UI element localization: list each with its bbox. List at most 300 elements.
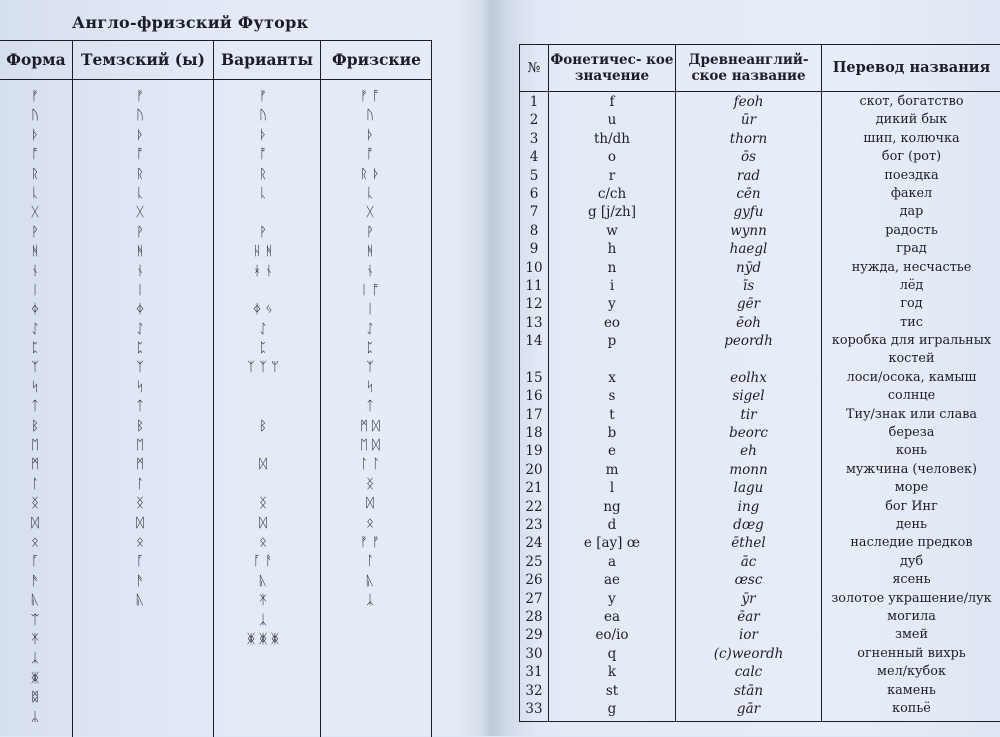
rune-glyph: ᛏ	[366, 399, 374, 415]
oe-name: dœg	[733, 517, 764, 533]
rune-glyph: ᚠ	[31, 89, 39, 104]
table-row	[520, 553, 1000, 571]
oe-name: eolhx	[730, 369, 767, 386]
rune-glyph	[340, 611, 400, 630]
header-oe-name: Древнеанглий- ское название	[688, 52, 809, 84]
rune-glyph: ᛟ	[136, 534, 144, 550]
rune-glyph: ᛉ	[136, 360, 144, 376]
rune-glyph	[228, 475, 298, 494]
oe-name: āc	[740, 553, 757, 570]
row-number: 20	[525, 461, 543, 478]
rune-glyph: ᚣ	[366, 573, 374, 589]
oe-name: īs	[742, 277, 755, 294]
rune-glyph: ᚢ	[136, 108, 144, 124]
table-row	[520, 148, 1000, 166]
rune-glyph	[340, 630, 400, 649]
rune-glyph: ᚣ	[31, 593, 39, 609]
row-number: 33	[525, 700, 543, 717]
table-row	[520, 645, 1000, 663]
oe-name: peordh	[724, 333, 773, 350]
translation: факел	[890, 185, 933, 201]
oe-name: feoh	[733, 94, 764, 110]
rune-glyph: ᚻ	[366, 244, 374, 260]
translation: коробка для игральных костей	[831, 333, 992, 367]
translation: дуб	[899, 553, 924, 569]
rune-glyph: ᛖ ᛞ	[360, 438, 380, 454]
futhorc-forms-header	[0, 41, 432, 80]
rune-glyph: ᛞ	[259, 457, 267, 473]
rune-glyph: ᚱ	[136, 166, 144, 182]
phonetic-value: y	[608, 590, 616, 607]
row-number: 21	[525, 480, 543, 497]
header-forma: Форма	[6, 50, 66, 69]
thames-column	[120, 87, 160, 727]
translation: наследие предков	[850, 535, 973, 551]
table-row	[520, 682, 1000, 700]
translation: ясень	[892, 572, 931, 588]
phonetic-value: e [ay] œ	[583, 535, 641, 552]
rune-glyph	[120, 688, 160, 707]
rune-glyph	[120, 630, 160, 649]
phonetic-value: g [j/zh]	[587, 204, 636, 221]
phonetic-value: o	[607, 149, 617, 166]
rune-glyph: ᚦ	[31, 127, 39, 143]
rune-glyph: ᛋ	[366, 379, 374, 395]
oe-name: wynn	[730, 222, 767, 239]
rune-glyph: ᛤ ᛤ ᛤ	[247, 631, 279, 647]
rune-glyph: ᛟ	[259, 534, 267, 550]
rune-glyph	[340, 669, 400, 688]
rune-glyph: ᚳ	[366, 185, 374, 201]
column-divider	[320, 41, 321, 737]
header-phonetic: Фонетичес- кое значение	[550, 52, 674, 84]
rune-glyph	[228, 203, 298, 222]
rune-glyph	[340, 649, 400, 668]
rune-glyph: ᛇ	[366, 321, 374, 337]
rune-glyph: ᛞ	[366, 496, 374, 512]
table-row	[520, 259, 1000, 277]
phonetic-value: w	[606, 222, 618, 239]
translation: дар	[899, 204, 924, 220]
table-row	[520, 332, 1000, 369]
rune-glyph	[120, 649, 160, 668]
rune-glyph: ᚠ	[259, 89, 267, 104]
rune-glyph: ᛥ	[31, 690, 39, 706]
row-number: 2	[529, 112, 539, 129]
translation: конь	[895, 443, 928, 459]
variants-column	[228, 87, 298, 727]
rune-glyph: ᛁ ᚩ	[360, 282, 380, 298]
rune-glyph: ᚻ	[31, 244, 39, 260]
phonetic-value: y	[608, 296, 616, 313]
rune-glyph: ᛝ	[31, 496, 39, 512]
rune-glyph: ᛚ	[136, 476, 144, 492]
oe-name: ēoh	[736, 314, 761, 331]
table-row	[520, 442, 1000, 460]
rune-glyph: ᛄ	[136, 302, 144, 318]
table-row	[520, 700, 1000, 718]
oe-name: stān	[733, 682, 764, 699]
table-row	[520, 111, 1000, 129]
table-row	[520, 167, 1000, 185]
rune-glyph: ᛉ ᛉ ᛘ	[247, 360, 279, 376]
row-number: 14	[525, 333, 543, 350]
row-number: 30	[525, 645, 543, 662]
rune-glyph: ᚳ	[31, 185, 39, 201]
forma-column	[20, 87, 50, 727]
table-row	[520, 608, 1000, 626]
phonetic-value: n	[607, 259, 617, 276]
oe-name: eh	[740, 443, 757, 460]
rune-glyph: ᛤ	[31, 670, 39, 686]
rune-glyph	[120, 611, 160, 630]
phonetic-value: s	[608, 388, 616, 405]
oe-name: ūr	[740, 112, 757, 129]
phonetic-value: x	[608, 369, 616, 386]
rune-glyph: ᛉ	[31, 360, 39, 376]
oe-name: haegl	[729, 241, 768, 258]
translation: могила	[887, 608, 936, 624]
row-number: 16	[525, 388, 543, 405]
rune-glyph	[228, 397, 298, 416]
phonetic-value: c/ch	[597, 185, 627, 202]
phonetic-value: eo/io	[595, 627, 629, 644]
rune-glyph: ᛒ	[259, 418, 267, 434]
rune-glyph: ᚷ	[31, 205, 39, 221]
column-divider	[72, 41, 73, 737]
translation: мужчина (человек)	[845, 461, 978, 477]
rune-glyph: ᛣ	[259, 612, 267, 628]
row-number: 5	[529, 167, 539, 184]
rune-glyph: ᛟ	[31, 534, 39, 550]
table-row	[520, 498, 1000, 516]
phonetic-value: h	[607, 241, 617, 258]
rune-glyph: ᚱ	[31, 166, 39, 182]
row-number: 28	[525, 608, 543, 625]
phonetic-value: i	[609, 277, 615, 294]
phonetic-value: a	[607, 553, 617, 570]
rune-glyph: ᚹ	[366, 224, 374, 240]
rune-glyph	[228, 708, 298, 727]
rune-glyph	[228, 669, 298, 688]
oe-name: gār	[736, 700, 761, 717]
translation: лёд	[899, 277, 924, 293]
table-row	[520, 185, 1000, 203]
rune-glyph: ᛈ	[259, 341, 267, 357]
translation: лоси/осока, камыш	[846, 369, 977, 385]
phonetic-value: e	[608, 443, 616, 460]
header-thames: Темзский (ы)	[81, 50, 205, 69]
table-row	[520, 534, 1000, 552]
row-number: 17	[525, 406, 543, 423]
futhorc-forms-table	[0, 40, 432, 737]
table-row	[520, 295, 1000, 313]
phonetic-value: ea	[603, 608, 621, 625]
rune-names-table	[519, 44, 1000, 722]
rune-glyph	[228, 688, 298, 707]
table-row	[520, 479, 1000, 497]
phonetic-value: t	[609, 406, 615, 423]
rune-glyph: ᛞ	[31, 515, 39, 531]
rune-glyph: ᛉ	[366, 360, 374, 376]
rune-glyph	[340, 708, 400, 727]
rune-glyph: ᛗ	[136, 457, 144, 473]
rune-glyph: ᚣ	[259, 573, 267, 589]
row-number: 19	[525, 443, 543, 460]
rune-glyph: ᛚ	[366, 554, 374, 570]
rune-glyph: ᛈ	[31, 341, 39, 357]
rune-glyph: ᛞ	[136, 515, 144, 531]
table-row	[520, 424, 1000, 442]
row-number: 1	[529, 94, 539, 110]
table-row	[520, 369, 1000, 387]
table-row	[520, 461, 1000, 479]
rune-glyph: ᛁ	[366, 302, 374, 318]
translation: дикий бык	[875, 112, 948, 128]
phonetic-value: u	[607, 112, 617, 129]
rune-glyph: ᛏ	[136, 399, 144, 415]
rune-glyph: ᚩ	[259, 147, 267, 163]
phonetic-value: ng	[603, 498, 621, 515]
row-number: 29	[525, 627, 543, 644]
rune-glyph: ᚢ	[259, 108, 267, 124]
rune-glyph: ᛈ	[366, 341, 374, 357]
rune-glyph: ᛚ	[31, 476, 39, 492]
rune-glyph	[228, 378, 298, 397]
oe-name: ōs	[740, 149, 757, 166]
rune-glyph: ᛒ	[31, 418, 39, 434]
translation: радость	[885, 222, 938, 238]
rune-glyph: ᛋ	[31, 379, 39, 395]
rune-glyph: ᚱ	[259, 166, 267, 182]
rune-glyph: ᛇ	[31, 321, 39, 337]
rune-names-header	[520, 45, 1000, 92]
row-number: 27	[525, 590, 543, 607]
table-row	[520, 571, 1000, 589]
rune-glyph: ᛈ	[136, 341, 144, 357]
oe-name: calc	[734, 664, 763, 681]
row-number: 25	[525, 553, 543, 570]
translation: змей	[894, 627, 929, 643]
row-number: 31	[525, 664, 543, 681]
rune-glyph: ᚪ	[31, 554, 39, 570]
rune-glyph: ᚦ	[136, 127, 144, 143]
row-number: 12	[525, 296, 543, 313]
table-row	[520, 203, 1000, 221]
phonetic-value: eo	[603, 314, 621, 331]
row-number: 9	[529, 241, 539, 258]
table-row	[520, 240, 1000, 258]
rune-glyph: ᛄ ᛃ	[253, 302, 273, 318]
row-number: 3	[529, 130, 539, 147]
table-row	[520, 93, 1000, 111]
rune-glyph: ᚷ	[136, 205, 144, 221]
rune-glyph: ᛝ	[259, 496, 267, 512]
rune-glyph: ᚢ	[31, 108, 39, 124]
table-row	[520, 590, 1000, 608]
rune-glyph	[120, 669, 160, 688]
rune-glyph: ᚦ	[259, 127, 267, 143]
row-number: 4	[529, 149, 539, 166]
rune-glyph: ᚾ	[366, 263, 374, 279]
table-row	[520, 516, 1000, 534]
rune-glyph: ᚾ	[136, 263, 144, 279]
rune-glyph: ᛒ	[136, 418, 144, 434]
phonetic-value: ae	[603, 572, 621, 589]
rune-glyph: ᛖ	[136, 438, 144, 454]
table-row	[520, 387, 1000, 405]
rune-glyph: ᚫ	[31, 573, 39, 589]
translation: солнце	[887, 388, 936, 404]
phonetic-value: st	[605, 682, 619, 699]
row-number: 22	[525, 498, 543, 515]
left-page-title: Англо-фризский Футорк	[72, 13, 309, 32]
rune-glyph	[228, 436, 298, 455]
rune-glyph	[228, 281, 298, 300]
translation: мел/кубок	[877, 664, 946, 680]
rune-glyph: ᚺ ᚻ	[253, 244, 273, 260]
row-number: 7	[529, 204, 539, 221]
rune-glyph: ᛇ	[259, 321, 267, 337]
table-row	[520, 130, 1000, 148]
column-divider	[213, 41, 214, 737]
oe-name: (c)weordh	[713, 645, 784, 662]
oe-name: ing	[737, 498, 760, 515]
rune-glyph: ᚹ	[259, 224, 267, 240]
rune-glyph: ᛁ	[136, 282, 144, 298]
phonetic-value: g	[607, 700, 617, 717]
rune-glyph: ᛣ	[366, 593, 374, 609]
rune-glyph: ᛞ	[259, 515, 267, 531]
row-number: 18	[525, 425, 543, 442]
rune-glyph: ᚾ	[31, 263, 39, 279]
rune-glyph: ᛗ	[31, 457, 39, 473]
phonetic-value: m	[605, 461, 619, 478]
table-row	[520, 222, 1000, 240]
phonetic-value: l	[609, 480, 615, 497]
table-row	[520, 277, 1000, 295]
rune-glyph: ᛖ	[31, 438, 39, 454]
rune-glyph: ᛦ	[31, 709, 39, 725]
table-row	[520, 626, 1000, 644]
rune-glyph: ᚠ ᚠ	[360, 534, 380, 550]
rune-glyph: ᛝ	[366, 476, 374, 492]
book-fold	[480, 0, 504, 736]
rune-glyph: ᛚ ᛚ	[360, 457, 380, 473]
phonetic-value: p	[607, 333, 617, 350]
rune-glyph	[228, 649, 298, 668]
translation: поездка	[884, 167, 939, 183]
rune-glyph: ᛗ ᛞ	[360, 418, 380, 434]
table-row	[520, 406, 1000, 424]
phonetic-value: k	[607, 664, 617, 681]
header-frisian: Фризские	[332, 50, 421, 69]
translation: год	[900, 296, 923, 312]
rune-glyph: ᚠ ᚩ	[360, 89, 380, 104]
rune-glyph: ᛋ	[136, 379, 144, 395]
translation: град	[896, 241, 927, 257]
row-number: 11	[525, 277, 543, 294]
oe-name: sigel	[732, 388, 765, 405]
header-number: №	[527, 60, 541, 76]
rune-glyph: ᛇ	[136, 321, 144, 337]
rune-glyph: ᛡ	[31, 631, 39, 647]
phonetic-value: d	[607, 517, 617, 533]
rune-glyph: ᛣ	[31, 651, 39, 667]
translation: бог (рот)	[881, 149, 942, 165]
row-number: 6	[529, 185, 539, 202]
translation: скот, богатство	[859, 94, 964, 109]
row-number: 23	[525, 517, 543, 533]
oe-name: beorc	[729, 425, 768, 442]
oe-name: tir	[740, 406, 757, 423]
table-row	[520, 663, 1000, 681]
row-number: 15	[525, 369, 543, 386]
oe-name: thorn	[729, 130, 768, 147]
rune-glyph: ᚩ	[31, 147, 39, 163]
rune-glyph: ᚪ ᚨ	[253, 554, 273, 570]
frisian-column	[340, 87, 400, 727]
translation: огненный вихрь	[857, 645, 966, 661]
translation: золотое украшение/лук	[831, 590, 992, 606]
oe-name: ēthel	[731, 535, 766, 552]
rune-glyph: ᚼ ᚾ	[253, 263, 273, 279]
rune-glyph: ᚠ	[136, 89, 144, 104]
rune-glyph: ᚩ	[136, 147, 144, 163]
oe-name: ior	[739, 627, 758, 644]
oe-name: ēar	[737, 608, 760, 625]
phonetic-value: r	[608, 167, 616, 184]
oe-name: œsc	[734, 572, 763, 589]
rune-glyph	[340, 688, 400, 707]
oe-name: ȳr	[741, 590, 756, 607]
rune-glyph: ᚣ	[136, 593, 144, 609]
phonetic-value: th/dh	[593, 130, 630, 147]
translation: тис	[900, 314, 923, 330]
translation: береза	[888, 425, 935, 441]
row-number: 10	[525, 259, 543, 276]
translation: бог Инг	[885, 498, 938, 514]
phonetic-value: q	[607, 645, 617, 662]
oe-name: rad	[736, 167, 761, 184]
rune-glyph: ᚻ	[136, 244, 144, 260]
rune-rows	[520, 93, 1000, 718]
translation: камень	[887, 682, 936, 698]
rune-glyph: ᛁ	[31, 282, 39, 298]
rune-glyph: ᚹ	[31, 224, 39, 240]
rune-glyph: ᛏ	[31, 399, 39, 415]
row-number: 26	[525, 572, 543, 589]
translation: нужда, несчастье	[851, 259, 972, 275]
header-variants: Варианты	[220, 50, 313, 69]
rune-glyph: ᚫ	[136, 573, 144, 589]
row-number: 24	[525, 535, 543, 552]
rune-glyph: ᚩ	[366, 147, 374, 163]
rune-glyph: ᛡ	[259, 593, 267, 609]
row-number: 8	[529, 222, 539, 239]
oe-name: gēr	[736, 296, 761, 313]
translation: Тиу/знак или слава	[845, 406, 978, 422]
phonetic-value: b	[607, 425, 617, 442]
translation: день	[896, 517, 927, 532]
oe-name: lagu	[733, 480, 764, 497]
rune-glyph: ᚦ	[366, 127, 374, 143]
oe-name: gyfu	[733, 204, 764, 221]
phonetic-value: f	[609, 94, 615, 110]
rune-glyph: ᚹ	[136, 224, 144, 240]
oe-name: cēn	[736, 185, 761, 202]
rune-glyph: ᚪ	[136, 554, 144, 570]
